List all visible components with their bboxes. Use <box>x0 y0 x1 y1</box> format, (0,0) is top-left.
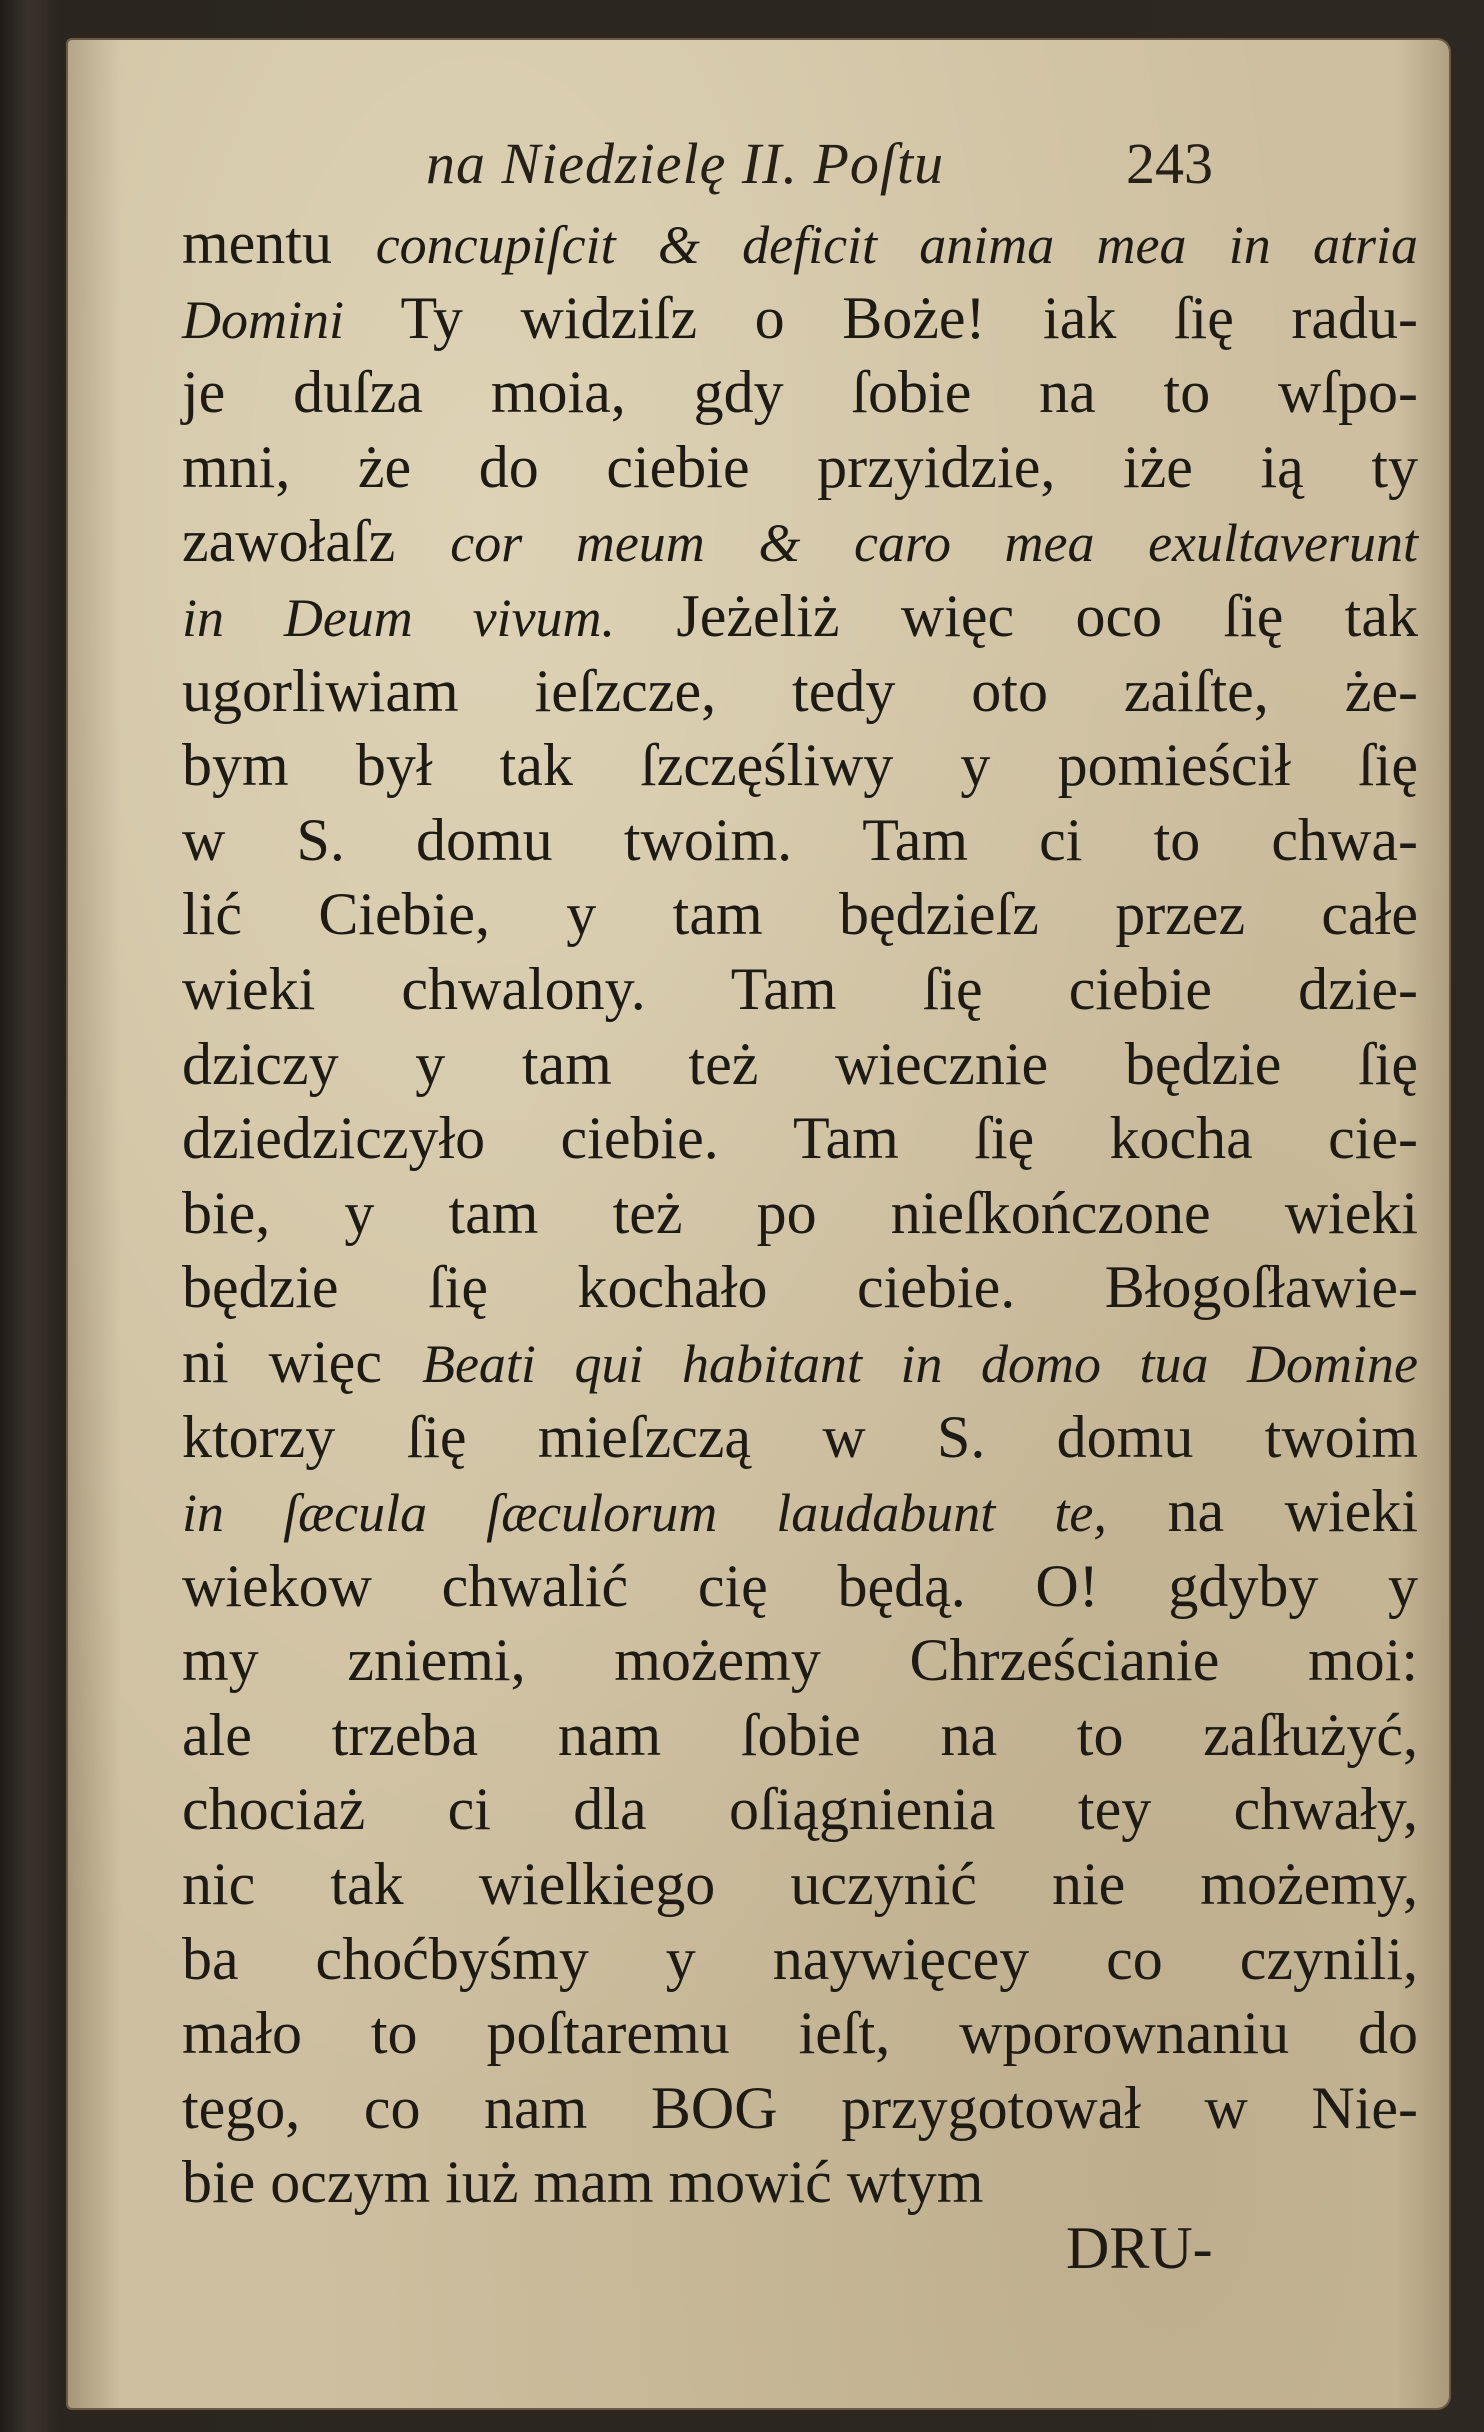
text-line <box>182 1847 1418 1922</box>
polish-text: dziedziczyło ciebie. Tam ſię kocha cie- <box>182 1105 1418 1172</box>
polish-text: zawołaſz <box>182 508 451 575</box>
polish-text: Ty widziſz o Boże! iak ſię radu- <box>344 284 1418 351</box>
text-line <box>182 355 1418 430</box>
text-line <box>182 654 1418 729</box>
text-line <box>182 803 1418 878</box>
text-line <box>182 1549 1418 1624</box>
catchword: DRU- <box>1066 2215 1213 2281</box>
polish-text: na wieki <box>1106 1478 1418 1545</box>
running-head <box>66 116 1451 206</box>
text-line <box>182 1623 1418 1698</box>
latin-italic-text: concupiſcit & deficit anima mea in atria <box>375 215 1418 275</box>
latin-italic-text: Beati qui habitant in domo tua Domine <box>421 1333 1418 1394</box>
polish-text: my zniemi, możemy Chrześcianie moi: <box>182 1627 1418 1694</box>
polish-text: Jeżeliż więc oco ſię tak <box>615 582 1418 649</box>
text-line <box>182 2145 1418 2220</box>
text-line <box>182 1698 1418 1773</box>
polish-text: mało to poſtaremu ieſt, wporownaniu do <box>182 2000 1418 2067</box>
page-number: 243 <box>1126 131 1213 196</box>
text-line <box>182 206 1418 281</box>
text-line <box>182 1772 1418 1847</box>
text-line <box>182 1325 1418 1400</box>
text-line <box>182 2071 1418 2146</box>
polish-text: ugorliwiam ieſzcze, tedy oto zaiſte, że- <box>182 657 1418 724</box>
text-line <box>182 579 1418 654</box>
polish-text: bie, y tam też po nieſkończone wieki <box>182 1179 1418 1246</box>
latin-italic-text: in ſæcula ſæculorum laudabunt te, <box>182 1483 1107 1544</box>
text-line <box>182 877 1418 952</box>
text-line <box>182 952 1418 1027</box>
text-line <box>182 281 1418 356</box>
polish-text: w S. domu twoim. Tam ci to chwa- <box>182 806 1418 873</box>
text-line <box>182 1400 1418 1475</box>
polish-text: mni, że do ciebie przyidzie, iże ią ty <box>182 433 1418 500</box>
polish-text: chociaż ci dla oſiągnienia tey chwały, <box>182 1776 1418 1843</box>
text-line <box>182 1176 1418 1251</box>
polish-text: bie oczym iuż mam mowić wtym <box>182 2149 984 2216</box>
polish-text: tego, co nam BOG przygotował w Nie- <box>182 2074 1418 2141</box>
polish-text: ale trzeba nam ſobie na to zaſłużyć, <box>182 1701 1418 1768</box>
latin-italic-text: in Deum vivum. <box>182 587 616 648</box>
text-line <box>182 728 1418 803</box>
polish-text: ktorzy ſię mieſzczą w S. domu twoim <box>182 1403 1418 1470</box>
text-line <box>182 1996 1418 2071</box>
text-line <box>182 1250 1418 1325</box>
text-line <box>182 1922 1418 1997</box>
polish-text: wiekow chwalić cię będą. O! gdyby y <box>182 1552 1418 1619</box>
polish-text: dziczy y tam też wiecznie będzie ſię <box>182 1030 1418 1097</box>
latin-italic-text: cor meum & caro mea exultaverunt <box>450 513 1418 574</box>
book-page <box>66 38 1451 2410</box>
text-line <box>182 1027 1418 1102</box>
polish-text: ni więc <box>182 1328 422 1395</box>
text-line <box>182 430 1418 505</box>
polish-text: je duſza moia, gdy ſobie na to wſpo- <box>182 359 1418 426</box>
running-head-title: na Niedzielę II. Poſtu <box>426 131 945 196</box>
text-line <box>182 1101 1418 1176</box>
polish-text: będzie ſię kochało ciebie. Błogoſławie- <box>182 1254 1418 1321</box>
polish-text: lić Ciebie, y tam będzieſz przez całe <box>182 881 1418 948</box>
polish-text: bym był tak ſzczęśliwy y pomieścił ſię <box>182 732 1418 799</box>
text-line <box>182 504 1418 579</box>
text-line <box>182 1474 1418 1549</box>
latin-italic-text: Domini <box>182 289 344 350</box>
polish-text: ba choćbyśmy y naywięcey co czynili, <box>182 1925 1418 1992</box>
polish-text: nic tak wielkiego uczynić nie możemy, <box>182 1851 1418 1918</box>
body-text <box>182 206 1418 2220</box>
polish-text: wieki chwalony. Tam ſię ciebie dzie- <box>182 955 1418 1022</box>
polish-text: mentu <box>182 210 376 276</box>
